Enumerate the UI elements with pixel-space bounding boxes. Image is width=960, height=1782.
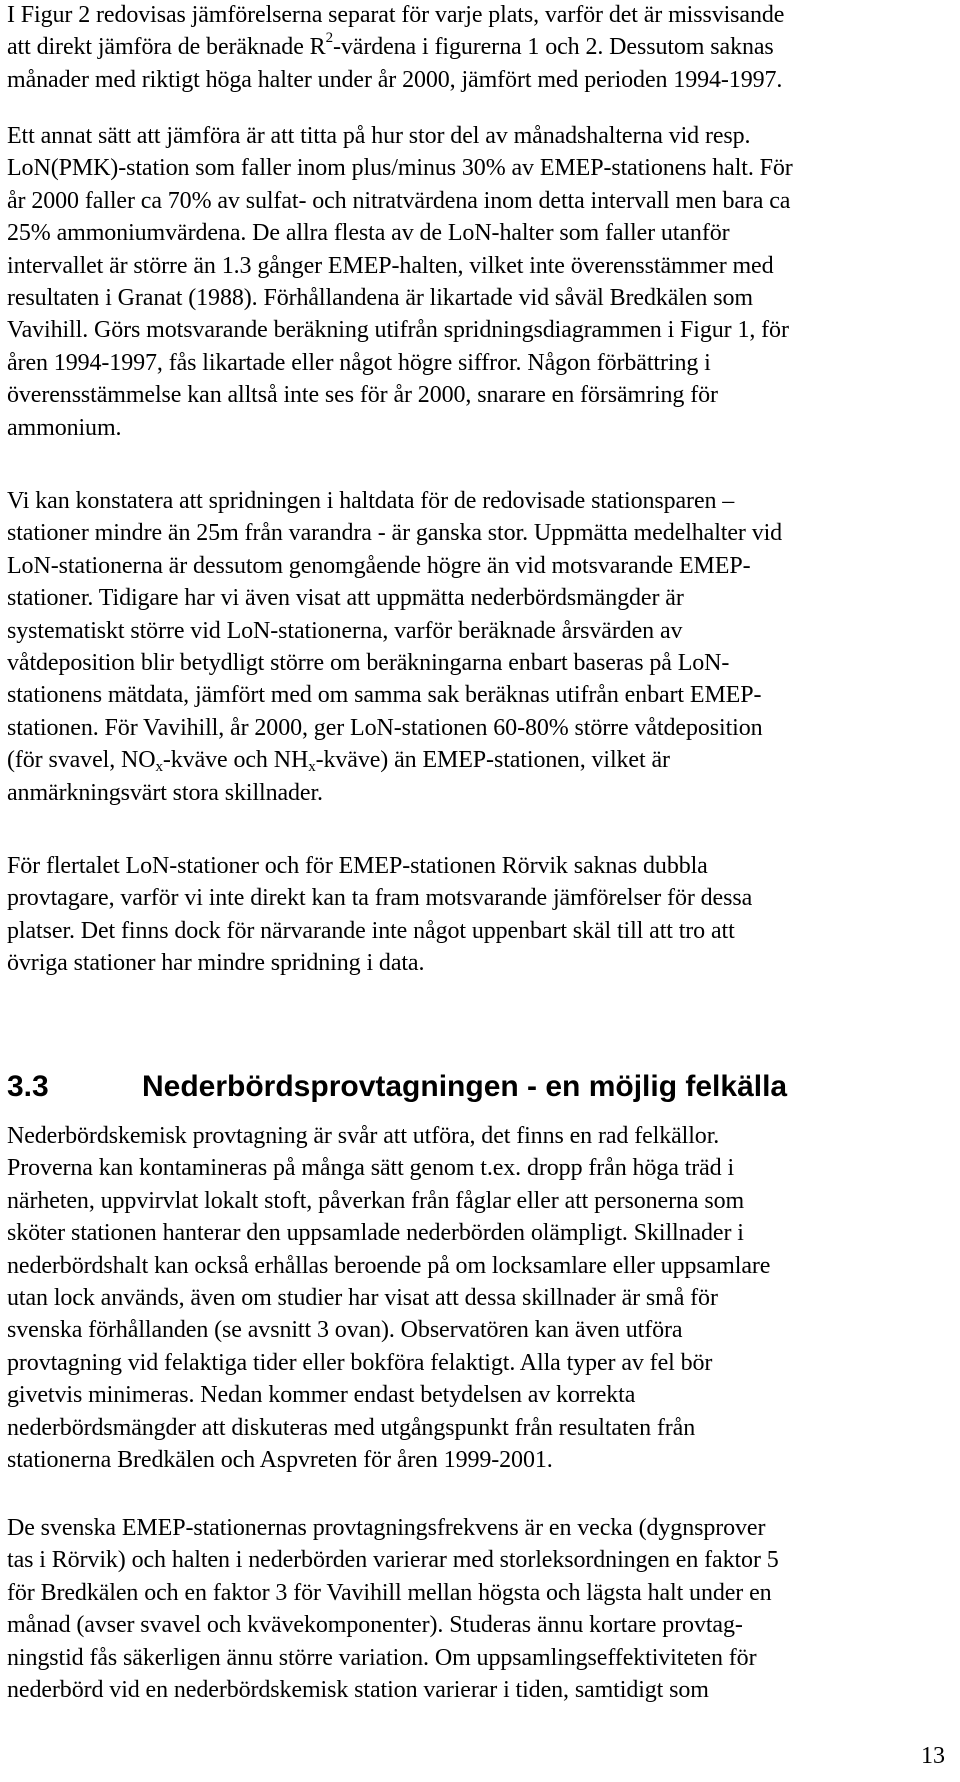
text-line: resultaten i Granat (1988). Förhållandena är likartade vid såväl Bredkälen som xyxy=(7,285,753,312)
text-line: sköter stationen hanterar den uppsamlade nederbörden olämpligt. Skillnader i xyxy=(7,1220,744,1247)
text-fragment: -kväve) än EMEP-stationen, vilket är xyxy=(315,747,670,774)
text-line: systematiskt större vid LoN-stationerna, varför beräknade årsvärden av xyxy=(7,617,683,644)
section-number: 3.3 xyxy=(7,1069,49,1103)
text-line: I Figur 2 redovisas jämförelserna separat för varje plats, varför det är missvisande xyxy=(7,2,785,28)
text-line: närheten, uppvirvlat lokalt stoft, påverkan från fåglar eller att personerna som xyxy=(7,1187,745,1214)
text-line: provtagning vid felaktiga tider eller bokföra felaktigt. Alla typer av fel bör xyxy=(7,1349,713,1376)
text-line: Nederbördskemisk provtagning är svår att utföra, det finns en rad felkällor. xyxy=(7,1123,720,1149)
section-heading xyxy=(7,1069,787,1105)
page-number: 13 xyxy=(921,1743,945,1769)
text-fragment: (för svavel, NO xyxy=(7,747,156,774)
text-line: nederbördshalt kan också erhållas beroende på om locksamlare eller uppsamlare xyxy=(7,1252,771,1279)
text-line: nederbörd vid en nederbördskemisk station varierar i tiden, samtidigt som xyxy=(7,1677,709,1704)
text-line: Ett annat sätt att jämföra är att titta på hur stor del av månadshalterna vid resp. xyxy=(7,123,751,149)
text-line: Proverna kan kontamineras på många sätt genom t.ex. dropp från höga träd i xyxy=(7,1155,735,1182)
text-line: stationer mindre än 25m från varandra - är ganska stor. Uppmätta medelhalter vid xyxy=(7,520,783,547)
text-line: platser. Det finns dock för närvarande inte något uppenbart skäl till att tro att xyxy=(7,917,735,944)
text-line: För flertalet LoN-stationer och för EMEP-stationen Rörvik saknas dubbla xyxy=(7,853,708,879)
text-fragment: -kväve och NH xyxy=(162,747,309,774)
text-line: intervallet är större än 1.3 gånger EMEP-halten, vilket inte överensstämmer med xyxy=(7,252,774,279)
text-line: anmärkningsvärt stora skillnader. xyxy=(7,779,323,806)
text-line xyxy=(7,31,784,63)
text-fragment: -värdena i figurerna 1 och 2. Dessutom saknas xyxy=(332,34,774,61)
subscript: x xyxy=(155,759,163,776)
text-line: överensstämmelse kan alltså inte ses för år 2000, snarare en försämring för xyxy=(7,382,718,409)
text-line: Vi kan konstatera att spridningen i haltdata för de redovisade stationsparen – xyxy=(7,488,735,514)
text-line: stationens mätdata, jämfört med om samma sak beräknas utifrån enbart EMEP- xyxy=(7,682,762,709)
text-line: Vavihill. Görs motsvarande beräkning utifrån spridningsdiagrammen i Figur 1, för xyxy=(7,317,789,344)
text-line: ammonium. xyxy=(7,414,122,441)
text-line: stationen. För Vavihill, år 2000, ger LoN-stationen 60-80% större våtdeposition xyxy=(7,714,763,741)
text-fragment: att direkt jämföra de beräknade R xyxy=(7,34,326,61)
text-line: De svenska EMEP-stationernas provtagningsfrekvens är en vecka (dygnsprover xyxy=(7,1515,766,1541)
text-line xyxy=(7,744,782,776)
paragraph-monthly-comparison xyxy=(7,120,793,444)
text-line: ningstid fås säkerligen ännu större variation. Om uppsamlingseffektiviteten för xyxy=(7,1644,757,1671)
text-line: nederbördsmängder att diskuteras med utgångspunkt från resultaten från xyxy=(7,1414,696,1441)
paragraph-sampling-frequency xyxy=(7,1512,779,1706)
text-line: månader med riktigt höga halter under år 2000, jämfört med perioden 1994-1997. xyxy=(7,66,783,93)
text-line: månad (avser svavel och kvävekomponenter). Studeras ännu kortare provtag- xyxy=(7,1612,743,1639)
superscript: 2 xyxy=(325,30,333,47)
paragraph-figure-comparison xyxy=(7,0,784,96)
text-line: 25% ammoniumvärdena. De allra flesta av de LoN-halter som faller utanför xyxy=(7,220,730,247)
text-line: svenska förhållanden (se avsnitt 3 ovan). Observatören kan även utföra xyxy=(7,1317,683,1344)
text-line: stationerna Bredkälen och Aspvreten för åren 1999-2001. xyxy=(7,1447,553,1474)
text-line: utan lock används, även om studier har visat att dessa skillnader är små för xyxy=(7,1285,718,1312)
text-line: provtagare, varför vi inte direkt kan ta fram motsvarande jämförelser för dessa xyxy=(7,885,753,912)
paragraph-sampling-errors xyxy=(7,1120,770,1476)
paragraph-spread-conclusion xyxy=(7,485,782,809)
text-line: övriga stationer har mindre spridning i data. xyxy=(7,950,425,977)
text-line: LoN-stationerna är dessutom genomgående högre än vid motsvarande EMEP- xyxy=(7,552,751,579)
text-line: stationer. Tidigare har vi även visat att uppmätta nederbördsmängder är xyxy=(7,585,684,612)
text-line: våtdeposition blir betydligt större om beräkningarna enbart baseras på LoN- xyxy=(7,650,730,677)
text-line: tas i Rörvik) och halten i nederbörden varierar med storleksordningen en faktor 5 xyxy=(7,1547,779,1574)
text-line: år 2000 faller ca 70% av sulfat- och nitratvärdena inom detta intervall men bara ca xyxy=(7,187,791,214)
paragraph-double-samplers xyxy=(7,850,752,980)
text-line: åren 1994-1997, fås likartade eller något högre siffror. Någon förbättring i xyxy=(7,349,711,376)
text-line: för Bredkälen och en faktor 3 för Vavihill mellan högsta och lägsta halt under en xyxy=(7,1579,772,1606)
section-title: Nederbördsprovtagningen - en möjlig felkälla xyxy=(142,1069,788,1103)
subscript: x xyxy=(308,759,316,776)
text-line: LoN(PMK)-station som faller inom plus/minus 30% av EMEP-stationens halt. För xyxy=(7,155,793,182)
text-line: givetvis minimeras. Nedan kommer endast betydelsen av korrekta xyxy=(7,1382,636,1409)
